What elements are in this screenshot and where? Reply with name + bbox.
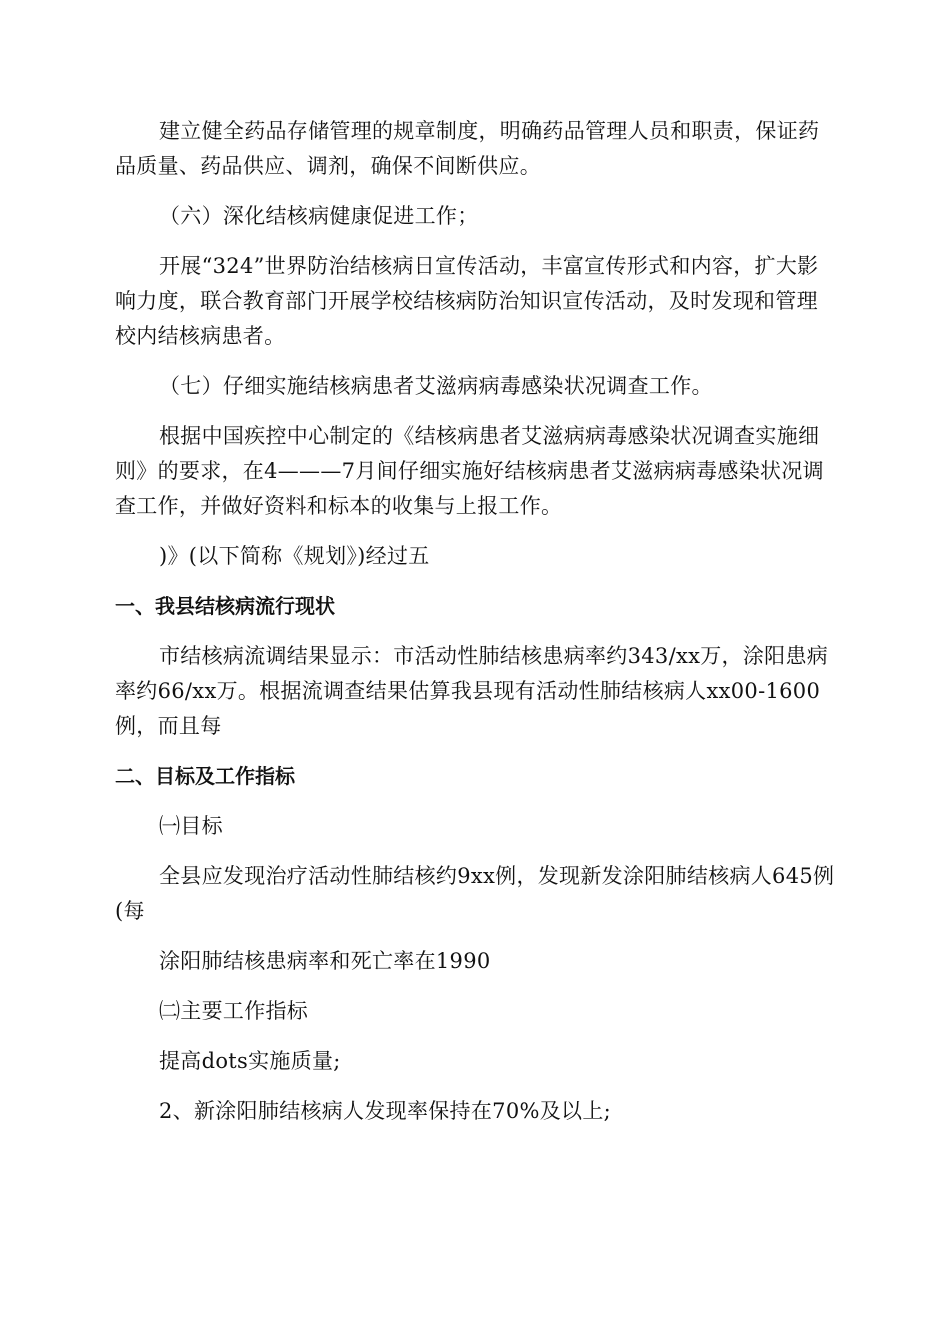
paragraph-publicity: 开展“324”世界防治结核病日宣传活动，丰富宣传形式和内容，扩大影响力度，联合教育部门开展学校结核病防治知识宣传活动，及时发现和管理校内结核病患者。: [115, 254, 819, 348]
paragraph-main-indicators: ㈡主要工作指标: [159, 999, 309, 1023]
paragraph-prevalence: 涂阳肺结核患病率和死亡率在1990: [159, 949, 491, 973]
paragraph-goal-label: ㈠目标: [159, 814, 223, 838]
paragraph-dots-quality: 提高dots实施质量;: [159, 1049, 341, 1073]
paragraph-goal-detail: 全县应发现治疗活动性肺结核约9xx例，发现新发涂阳肺结核病人645例(每: [115, 864, 835, 923]
paragraph-detection-rate: 2、新涂阳肺结核病人发现率保持在70%及以上;: [159, 1099, 612, 1123]
document-body: [115, 114, 835, 1144]
paragraph-hiv-survey: 根据中国疾控中心制定的《结核病患者艾滋病病毒感染状况调查实施细则》的要求，在4———7月间仔细实施好结核病患者艾滋病病毒感染状况调查工作，并做好资料和标本的收集与上报工作。: [115, 424, 824, 518]
paragraph-survey-results: 市结核病流调结果显示：市活动性肺结核患病率约343/xx万，涂阳患病率约66/xx万。根据流调查结果估算我县现有活动性肺结核病人xx00-1600例，而且每: [115, 644, 829, 738]
paragraph-plan-fragment: )》(以下简称《规划》)经过五: [159, 544, 430, 568]
heading-epidemic-status: 一、我县结核病流行现状: [115, 594, 335, 618]
paragraph-section-seven: （七）仔细实施结核病患者艾滋病病毒感染状况调查工作。: [159, 374, 713, 398]
heading-targets: 二、目标及工作指标: [115, 764, 295, 788]
paragraph-section-six: （六）深化结核病健康促进工作；: [159, 204, 479, 228]
paragraph-drug-storage: 建立健全药品存储管理的规章制度，明确药品管理人员和职责，保证药品质量、药品供应、调剂，确保不间断供应。: [115, 119, 820, 178]
